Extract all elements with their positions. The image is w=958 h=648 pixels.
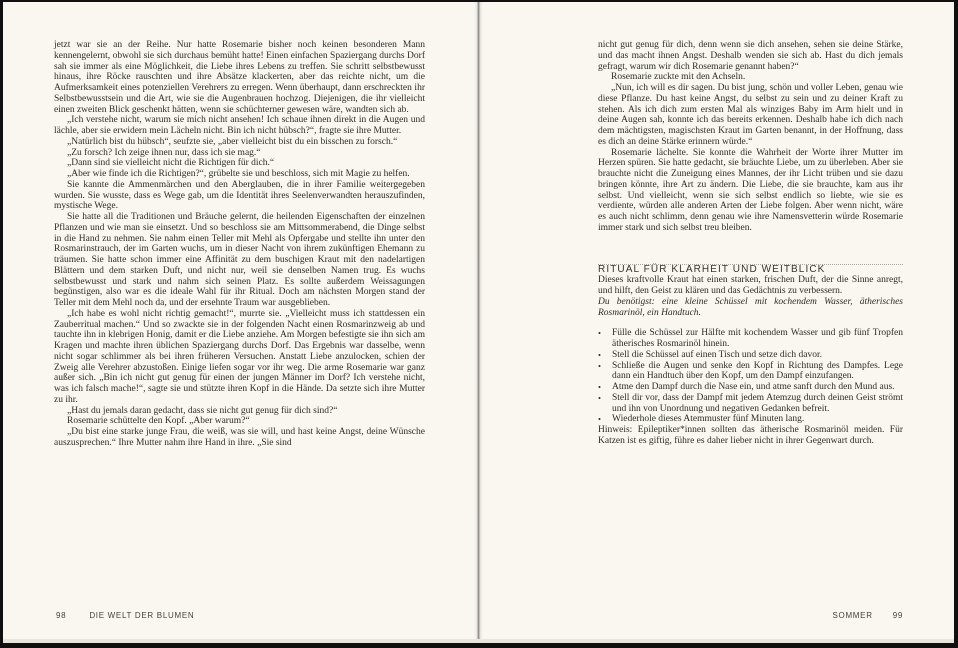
- list-item: [598, 328, 903, 350]
- list-item: [598, 393, 903, 415]
- ritual-note: Hinweis: Epileptiker*innen sollten das ätherische Rosmarinöl meiden. Für Katzen ist es giftig, führe es daher lieber nicht in ihrer Gegenwart durch.: [598, 425, 903, 446]
- story-paragraph: jetzt war sie an der Reihe. Nur hatte Rosemarie bisher noch keinen besonderen Mann kennengelernt, obwohl sie sich durchaus bemüht hatte! Einen einfachen Spaziergang durchs Dorf sah sie immer als eine Möglichkeit, die Liebe ihres Lebens zu treffen. Sie schritt selbstbewusst hinaus, ihre Röcke rauschten und ihre Absätze klackerten, aber das reichte nicht, um die Aufmerksamkeit eines potenziellen Verehrers zu erregen. Wenn überhaupt, dann erschreckten ihr Selbstbewusstsein und die Art, wie sie die Augenbrauen hochzog. Diejenigen, die ihr vielleicht einen zweiten Blick geschenkt hätten, wenn sie schüchterner gewesen wäre, wandten sich ab.: [54, 40, 425, 115]
- running-head: SOMMER: [832, 611, 873, 620]
- list-item: [598, 414, 903, 425]
- step-text: Stell dir vor, dass der Dampf mit jedem Atemzug durch deinen Geist strömt und ihn von Unordnung und negativen Gedanken befreit.: [612, 392, 903, 414]
- step-text: Stell die Schüssel auf einen Tisch und setze dich davor.: [612, 349, 823, 360]
- story-paragraph: „Hast du jemals daran gedacht, dass sie nicht gut genug für dich sind?“: [67, 405, 338, 416]
- list-item: [598, 350, 903, 361]
- story-paragraph: „Nun, ich will es dir sagen. Du bist jung, schön und voller Leben, genau wie diese Pflanze. Du hast keine Angst, du selbst zu sein und zu deiner Kraft zu stehen. Als ich dich zum ersten Mal als winziges Baby im Arm hielt und in deine Augen sah, konnte ich das bereits erkennen. Deshalb habe ich dich nach dem mächtigsten, magischsten Kraut im Garten benannt, in der Hoffnung, dass es dich an deine Stärke erinnern würde.“: [598, 83, 903, 147]
- list-item: [598, 382, 903, 393]
- list-item: [598, 361, 903, 383]
- story-paragraph: „Ich verstehe nicht, warum sie mich nicht ansehen! Ich schaue ihnen direkt in die Augen und lächle, aber sie erwidern mein Lächeln nicht. Bin ich nicht hübsch?“, fragte sie ihre Mutter.: [54, 115, 425, 136]
- right-page-footer: [832, 611, 903, 620]
- page-bottom-edge: [3, 639, 954, 643]
- story-paragraph: „Zu forsch? Ich zeige ihnen nur, dass ich sie mag.“: [67, 147, 261, 158]
- ritual-requirements: Du benötigst: eine kleine Schüssel mit kochendem Wasser, ätherisches Rosmarinöl, ein Handtuch.: [598, 296, 903, 318]
- right-page-text-block: [598, 40, 903, 447]
- bullet-icon: •: [598, 360, 601, 371]
- story-paragraph: „Aber wie finde ich die Richtigen?“, grübelte sie und beschloss, sich mit Magie zu helfen.: [67, 169, 410, 179]
- story-paragraph: Sie hatte all die Traditionen und Bräuche gelernt, die heilenden Eigenschaften der einzelnen Pflanzen und wie man sie einsetzt. Und so beschloss sie am Mittsommerabend, die Dinge selbst in die Hand zu nehmen. Sie nahm einen Teller mit Mehl als Opfergabe und stellte ihn unter den Rosmarinstrauch, der im Garten wuchs, um in dieser Nacht von ihrem zukünftigen Ehemann zu träumen. Sie hatte schon immer eine Affinität zu dem buschigen Kraut mit den nadelartigen Blättern und dem starken Duft, und nicht nur, weil sie denselben Namen trug. Es wuchs selbstbewusst und stark und nahm sich seinen Platz. Es sollte außerdem Weissagungen begünstigen, also war es die ideale Wahl für ihr Ritual. Doch am nächsten Morgen stand der Teller mit dem Mehl noch da, und der ersehnte Traum war ausgeblieben.: [54, 212, 425, 308]
- story-paragraph: nicht gut genug für dich, denn wenn sie dich ansehen, sehen sie deine Stärke, und das macht ihnen Angst. Deshalb wenden sie sich ab. Hast du dich jemals gefragt, warum wir dich Rosemarie genannt haben?“: [598, 40, 903, 72]
- story-paragraph: Sie kannte die Ammenmärchen und den Aberglauben, die in ihrer Familie weitergegeben wurden. Sie wusste, dass es Wege gab, um die Identität ihres Seelenverwandten herauszufinden, mystische Wege.: [54, 179, 425, 212]
- running-head: DIE WELT DER BLUMEN: [89, 611, 195, 620]
- story-paragraph: Rosemarie zuckte mit den Achseln.: [611, 72, 746, 83]
- story-paragraph: „Dann sind sie vielleicht nicht die Richtigen für dich.“: [67, 158, 275, 169]
- ritual-steps-list: [598, 328, 903, 425]
- story-paragraph: „Du bist eine starke junge Frau, die weiß, was sie will, und hast keine Angst, deine Wünsche auszusprechen.“ Ihre Mutter nahm ihre Hand in ihre. „Sie sind: [54, 427, 425, 448]
- story-paragraph: „Ich habe es wohl nicht richtig gemacht!“, murrte sie. „Vielleicht muss ich stattdessen ein Zauberritual machen.“ Und so zwackte sie in der folgenden Nacht einen Rosmarinzweig ab und tauchte ihn in klebrigen Honig, damit er die Liebe anziehe. Am Morgen befestigte sie ihn sich am Kragen und machte ihren üblichen Spaziergang durchs Dorf. Das Ergebnis war dasselbe, wenn nicht sogar schlimmer als bei ihren früheren Versuchen. Anstatt Liebe anzulocken, schien der Zweig alle Verehrer abzustoßen. Einige liefen sogar vor ihr weg. Die arme Rosemarie war ganz außer sich. „Bin ich nicht gut genug für einen der jungen Männer im Dorf? Ich verstehe nicht, was ich falsch mache!“, sagte sie und stützte ihren Kopf in die Hände. Da setzte sich ihre Mutter zu ihr.: [54, 308, 425, 405]
- step-text: Wiederhole dieses Atemmuster fünf Minuten lang.: [612, 414, 805, 425]
- ritual-heading: RITUAL FÜR KLARHEIT UND WEITBLICK: [598, 263, 826, 275]
- book-pages: [3, 2, 954, 643]
- step-text: Fülle die Schüssel zur Hälfte mit kochendem Wasser und gib fünf Tropfen ätherisches Rosmarinöl hinein.: [612, 328, 903, 349]
- page-number: 98: [56, 611, 67, 620]
- bullet-icon: •: [598, 414, 601, 425]
- step-text: Schließe die Augen und senke den Kopf in Richtung des Dampfes. Lege dann ein Handtuch über den Kopf, um den Dampf einzufangen.: [612, 360, 903, 382]
- story-paragraph: Rosemarie lächelte. Sie konnte die Wahrheit der Worte ihrer Mutter im Herzen spüren. Sie hatte gedacht, sie bräuchte Liebe, um zu überleben. Aber sie brauchte nicht die Zuneigung eines Mannes, der ihr Licht trüben und sie dazu bringen könnte, ihre Art zu ändern. Die Liebe, die sie brauchte, kam aus ihr selbst. Und vielleicht, wenn sie sich selbst endlich so liebte, wie sie es verdiente, würden alle anderen Arten der Liebe folgen. Aber wenn nicht, wäre es auch nicht schlimm, denn genau wie ihre Namensvetterin würde Rosemarie immer stark und sich selbst treu bleiben.: [598, 147, 903, 233]
- page-number: 99: [892, 611, 903, 620]
- story-paragraph: „Natürlich bist du hübsch“, seufzte sie, „aber vielleicht bist du ein bisschen zu forsch.“: [67, 136, 398, 147]
- story-paragraph: Rosemarie schüttelte den Kopf. „Aber warum?“: [67, 416, 250, 427]
- step-text: Atme den Dampf durch die Nase ein, und atme sanft durch den Mund aus.: [612, 382, 895, 392]
- left-page-footer: [56, 611, 194, 620]
- bullet-icon: •: [598, 349, 601, 360]
- bullet-icon: •: [598, 328, 601, 339]
- bullet-icon: •: [598, 382, 601, 392]
- left-page-text-block: [54, 40, 425, 449]
- bullet-icon: •: [598, 392, 601, 403]
- ritual-intro: Dieses kraftvolle Kraut hat einen starken, frischen Duft, der die Sinne anregt, und hilft, den Geist zu klären und das Gedächtnis zu verbessern.: [598, 275, 903, 296]
- page-gutter: [474, 2, 483, 643]
